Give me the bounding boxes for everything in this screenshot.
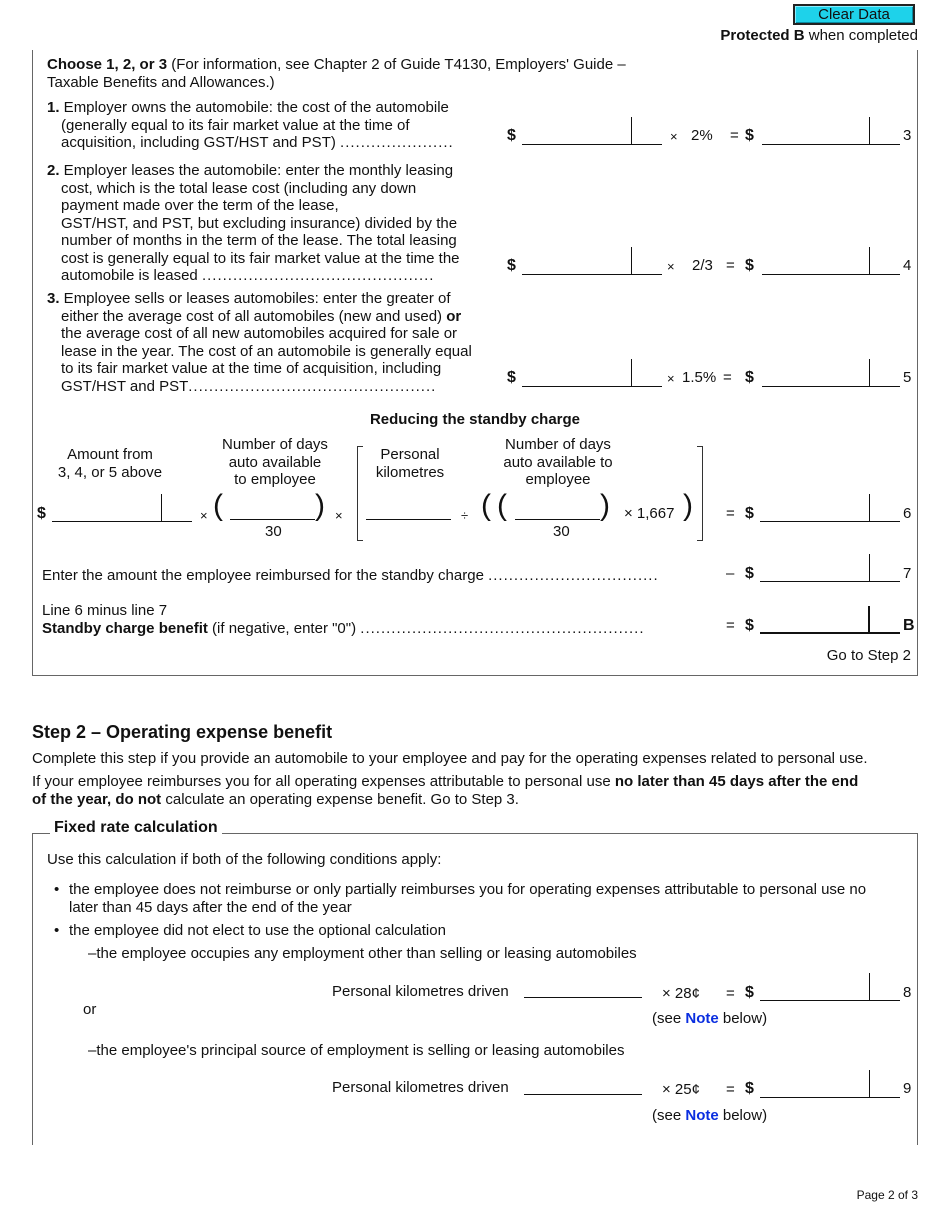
cents-separator (631, 247, 632, 275)
leader-dots: ................................. (488, 567, 659, 584)
cents-separator (631, 359, 632, 387)
cents-separator (869, 554, 870, 582)
dollar-sign: $ (507, 257, 516, 274)
sub-condition-2: –the employee's principal source of employment is selling or leasing automobiles (88, 1042, 625, 1059)
denominator: 30 (553, 523, 570, 540)
close-paren: ) (600, 489, 610, 522)
leader-dots: ....................................................... (360, 619, 645, 637)
line-b-label (42, 602, 645, 637)
reducing-title: Reducing the standby charge (369, 411, 581, 428)
option-2-text (47, 162, 492, 285)
bullet-icon: • (54, 922, 60, 939)
option-line: cost is generally equal to its fair market value at the time the (61, 249, 460, 267)
line-number: 7 (903, 565, 912, 582)
line-7-input[interactable] (760, 554, 900, 582)
label-line: employee (525, 471, 591, 488)
cents-separator (869, 247, 870, 275)
condition-1 (69, 881, 914, 916)
times-sign: × (667, 371, 675, 386)
sub-condition-1: –the employee occupies any employment other than selling or leasing automobiles (88, 945, 637, 962)
line-number: B (903, 617, 915, 634)
line-9-input[interactable] (760, 1070, 900, 1098)
equals-sign: = (730, 127, 739, 144)
standby-charge-benefit-input[interactable] (760, 606, 900, 634)
open-paren: ( (481, 489, 491, 522)
dollar-sign: $ (745, 369, 754, 386)
label-line: auto available to (503, 453, 613, 471)
clear-data-button[interactable]: Clear Data (793, 4, 915, 25)
km-label (360, 446, 460, 481)
days-available-2-input[interactable] (515, 500, 600, 520)
intro-rest-2: Taxable Benefits and Allowances.) (47, 73, 275, 91)
label-line: Personal (380, 446, 440, 463)
cents-separator (869, 973, 870, 1001)
days-available-input[interactable] (230, 500, 315, 520)
option-line: to its fair market value at the time of acquisition, including (61, 360, 442, 377)
option-line: (generally equal to its fair market value at the time of (61, 116, 410, 134)
step-2-para-2 (32, 773, 922, 808)
rate-factor: 2% (691, 127, 713, 144)
see-text: (see (652, 1107, 686, 1124)
below-text: below) (718, 1107, 768, 1124)
open-paren: ( (497, 489, 507, 522)
line-5-result-input[interactable] (762, 359, 900, 387)
km-multiplier: × 1,667 (624, 505, 675, 522)
option-number: 3. (47, 290, 60, 307)
times-sign: × (667, 259, 675, 274)
line-7-label (42, 567, 659, 585)
line-8-input[interactable] (760, 973, 900, 1001)
or-bold: or (446, 307, 462, 325)
option-line: payment made over the term of the lease, (61, 197, 339, 214)
bullet-icon: • (54, 881, 60, 898)
page-number: Page 2 of 3 (856, 1188, 918, 1202)
option-line: GST/HST, and PST, but excluding insurance) divided by the (61, 214, 458, 232)
protected-notice (720, 27, 918, 44)
para-text: If your employee reimburses you for all operating expenses attributable to personal use (32, 773, 615, 790)
line-4-result-input[interactable] (762, 247, 900, 275)
option-number: 2. (47, 162, 60, 179)
days-label (205, 436, 345, 489)
dollar-sign: $ (507, 369, 516, 386)
times-sign: × (200, 508, 208, 523)
label-line: Number of days (505, 436, 611, 453)
close-bracket (697, 446, 703, 541)
amount-label (40, 446, 180, 481)
note-link[interactable]: Note (685, 1107, 719, 1124)
line-number: 5 (903, 369, 912, 386)
equals-sign: = (723, 369, 732, 386)
dollar-sign: $ (745, 565, 754, 582)
leader-dots: ...................... (340, 134, 454, 151)
line-number: 3 (903, 127, 912, 144)
option-3-cost-input[interactable] (522, 359, 662, 387)
equals-sign: = (726, 617, 735, 634)
rate-25-cents: × 25¢ (662, 1081, 700, 1098)
option-1-cost-input[interactable] (522, 117, 662, 145)
option-line: Employer leases the automobile: enter the monthly leasing (59, 162, 454, 179)
protected-label: Protected B (720, 27, 805, 44)
denominator: 30 (265, 523, 282, 540)
para-bold: of the year, do not (32, 790, 162, 808)
protected-rest: when completed (804, 27, 918, 44)
divide-sign: ÷ (461, 508, 469, 523)
choose-intro (47, 56, 667, 91)
step-2-para-1: Complete this step if you provide an automobile to your employee and pay for the operating expenses related to personal use. (32, 750, 868, 767)
label-text: (if negative, enter "0") (207, 619, 357, 637)
dollar-sign: $ (745, 617, 754, 634)
open-paren: ( (213, 489, 223, 522)
line-number: 4 (903, 257, 912, 274)
intro-bold: Choose 1, 2, or 3 (47, 56, 168, 73)
option-line: either the average cost of all automobiles (new and used) (61, 307, 447, 325)
step-2-title: Step 2 – Operating expense benefit (32, 722, 333, 742)
or-label: or (83, 1001, 97, 1018)
see-note-9 (652, 1107, 767, 1125)
label-text: Enter the amount the employee reimbursed for the standby charge (42, 567, 484, 584)
label-line: 3, 4, or 5 above (57, 463, 163, 481)
dollar-sign: $ (745, 127, 754, 144)
dollar-sign: $ (745, 984, 754, 1001)
option-line: acquisition, including GST/HST and PST) (61, 134, 336, 151)
times-sign: × (335, 508, 343, 523)
option-number: 1. (47, 99, 60, 116)
cents-separator (869, 117, 870, 145)
option-3-text (47, 290, 497, 395)
para-text: calculate an operating expense benefit. Go to Step 3. (161, 790, 519, 808)
label-line: to employee (234, 471, 316, 488)
see-note-8 (652, 1010, 767, 1028)
fixed-rate-legend: Fixed rate calculation (50, 819, 222, 837)
rate-28-cents: × 28¢ (662, 985, 700, 1002)
personal-km-label: Personal kilometres driven (332, 1079, 509, 1096)
option-line: the average cost of all new automobiles acquired for sale or (61, 325, 458, 342)
option-line: GST/HST and PST (61, 377, 189, 395)
label-line: Number of days (222, 436, 328, 453)
equals-sign: = (726, 505, 735, 522)
leader-dots: ............................................. (201, 267, 435, 284)
amount-from-above-input[interactable] (52, 494, 192, 522)
intro-rest: (For information, see Chapter 2 of Guide T4130, Employers' Guide – (167, 56, 626, 73)
option-line: number of months in the term of the lease. The total leasing (61, 232, 457, 249)
rate-factor: 1.5% (682, 369, 717, 386)
cents-separator (161, 494, 162, 522)
dollar-sign: $ (37, 505, 46, 522)
rate-factor: 2/3 (692, 257, 713, 274)
option-line: cost, which is the total lease cost (including any down (61, 179, 417, 197)
option-2-cost-input[interactable] (522, 247, 662, 275)
label-line: Amount from (67, 446, 153, 463)
line-3-result-input[interactable] (762, 117, 900, 145)
option-line: Employer owns the automobile: the cost of the automobile (59, 99, 449, 116)
equals-sign: = (726, 257, 735, 274)
option-line: Employee sells or leases automobiles: enter the greater of (59, 290, 451, 307)
go-to-step-2: Go to Step 2 (826, 647, 911, 664)
fixed-rate-intro: Use this calculation if both of the following conditions apply: (47, 851, 442, 868)
cents-separator (869, 359, 870, 387)
dollar-sign: $ (745, 257, 754, 274)
close-paren: ) (683, 489, 693, 522)
cents-separator (869, 494, 870, 522)
personal-km-input-8[interactable] (524, 978, 642, 998)
cents-separator (869, 1070, 870, 1098)
line-number: 6 (903, 505, 912, 522)
cents-separator (631, 117, 632, 145)
option-line: lease in the year. The cost of an automobile is generally equal (61, 342, 472, 360)
condition-text: later than 45 days after the end of the year (69, 898, 352, 916)
personal-km-input[interactable] (366, 500, 451, 520)
label-line: auto available (228, 453, 322, 471)
below-text: below) (718, 1010, 768, 1027)
equals-sign: = (726, 1081, 735, 1098)
personal-km-label: Personal kilometres driven (332, 983, 509, 1000)
dollar-sign: $ (745, 1080, 754, 1097)
close-paren: ) (315, 489, 325, 522)
leader-dots: ................................................ (188, 377, 437, 395)
label-line: kilometres (375, 463, 445, 481)
dollar-sign: $ (745, 505, 754, 522)
para-bold: no later than 45 days after the end (614, 773, 859, 790)
equals-sign: = (726, 985, 735, 1002)
note-link[interactable]: Note (685, 1010, 719, 1027)
times-sign: × (670, 129, 678, 144)
condition-2: the employee did not elect to use the optional calculation (69, 922, 446, 939)
option-1-text (47, 99, 492, 152)
see-text: (see (652, 1010, 686, 1027)
cents-separator (868, 606, 870, 634)
label-bold: Standby charge benefit (42, 619, 208, 637)
condition-text: the employee does not reimburse or only partially reimburses you for operating expenses attributable to personal use no (69, 881, 867, 898)
line-number: 8 (903, 984, 912, 1001)
line-6-result-input[interactable] (760, 494, 900, 522)
dollar-sign: $ (507, 127, 516, 144)
open-bracket (357, 446, 363, 541)
option-line: automobile is leased (61, 267, 198, 284)
label-text: Line 6 minus line 7 (42, 602, 168, 619)
line-number: 9 (903, 1080, 912, 1097)
days2-label (488, 436, 628, 489)
minus-sign: – (726, 565, 735, 582)
personal-km-input-9[interactable] (524, 1075, 642, 1095)
